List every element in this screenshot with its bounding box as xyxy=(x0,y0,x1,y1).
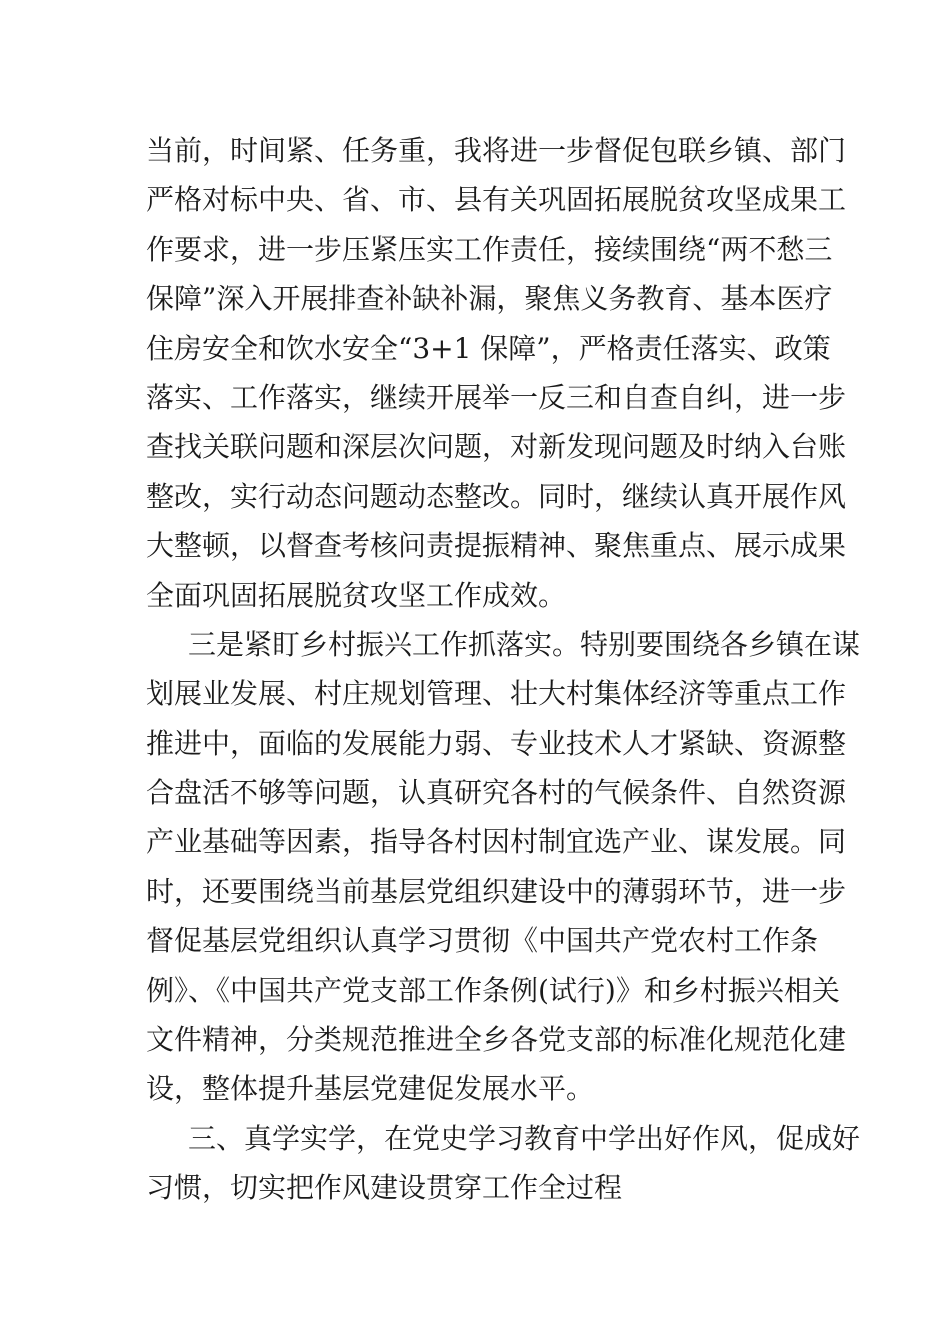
paragraph-line: 严格对标中央、省、市、县有关巩固拓展脱贫攻坚成果工 xyxy=(146,183,847,217)
paragraph-line: 合盘活不够等问题，认真研究各村的气候条件、自然资源 xyxy=(146,776,847,810)
heading-line: 习惯，切实把作风建设贯穿工作全过程 xyxy=(146,1171,623,1205)
paragraph-line: 三是紧盯乡村振兴工作抓落实。特别要围绕各乡镇在谋 xyxy=(188,627,861,661)
paragraph-line: 查找关联问题和深层次问题，对新发现问题及时纳入台账 xyxy=(146,430,847,464)
paragraph-line: 作要求，进一步压紧压实工作责任，接续围绕“两不愁三 xyxy=(146,232,833,266)
paragraph-line: 推进中，面临的发展能力弱、专业技术人才紧缺、资源整 xyxy=(146,726,847,760)
paragraph-line: 设，整体提升基层党建促发展水平。 xyxy=(146,1072,595,1106)
paragraph-1 xyxy=(146,126,847,620)
paragraph-line: 住房安全和饮水安全“3+1 保障”，严格责任落实、政策 xyxy=(146,331,831,365)
paragraph-line: 例》、《中国共产党支部工作条例(试行)》和乡村振兴相关 xyxy=(146,973,840,1007)
paragraph-line: 督促基层党组织认真学习贯彻《中国共产党农村工作条 xyxy=(146,924,819,958)
section-heading xyxy=(146,1114,861,1213)
paragraph-line: 划展业发展、村庄规划管理、壮大村集体经济等重点工作 xyxy=(146,677,847,711)
paragraph-line: 整改，实行动态问题动态整改。同时，继续认真开展作风 xyxy=(146,479,847,513)
paragraph-line: 保障”深入开展排查补缺补漏，聚焦义务教育、基本医疗 xyxy=(146,282,833,316)
paragraph-2 xyxy=(146,620,861,1114)
paragraph-line: 产业基础等因素，指导各村因村制宜选产业、谋发展。同 xyxy=(146,825,847,859)
paragraph-line: 落实、工作落实，继续开展举一反三和自查自纠，进一步 xyxy=(146,380,847,414)
paragraph-line: 大整顿，以督查考核问责提振精神、聚焦重点、展示成果 xyxy=(146,529,847,563)
document-body xyxy=(146,126,861,1213)
paragraph-line: 文件精神，分类规范推进全乡各党支部的标准化规范化建 xyxy=(146,1023,847,1057)
paragraph-line: 时，还要围绕当前基层党组织建设中的薄弱环节，进一步 xyxy=(146,874,847,908)
paragraph-line: 当前，时间紧、任务重，我将进一步督促包联乡镇、部门 xyxy=(146,134,847,167)
paragraph-line: 全面巩固拓展脱贫攻坚工作成效。 xyxy=(146,578,567,612)
heading-line: 三、真学实学，在党史学习教育中学出好作风，促成好 xyxy=(188,1121,861,1155)
